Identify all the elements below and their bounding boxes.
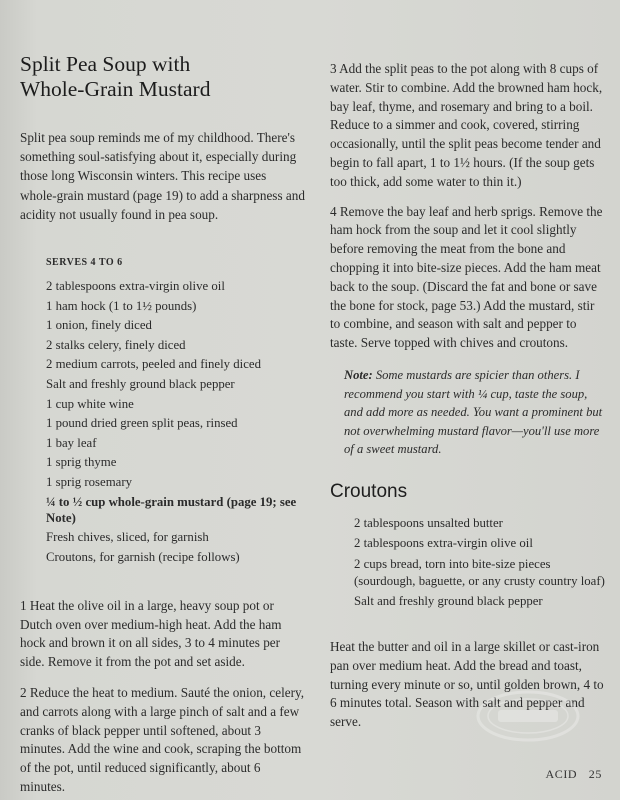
serves-label: SERVES 4 TO 6 bbox=[46, 257, 123, 269]
recipe-title bbox=[20, 52, 306, 102]
ingredient-item: 1 ham hock (1 to 1½ pounds) bbox=[46, 298, 197, 313]
title-line-2: Whole-Grain Mustard bbox=[20, 77, 211, 101]
ingredient-item: Croutons, for garnish (recipe follows) bbox=[46, 549, 240, 564]
recipe-intro: Split pea soup reminds me of my childhood. There's something soul-satisfying about it, especially during those long Wisconsin winters. This recipe uses whole-grain mustard (page 19) to add a sharpness and acidity not usually found in pea soup. bbox=[20, 130, 305, 222]
ingredient-item: 1 sprig thyme bbox=[46, 455, 117, 470]
ingredient-item: 1 bay leaf bbox=[46, 435, 97, 450]
croutons-ingredient-item: 2 tablespoons extra-virgin olive oil bbox=[354, 536, 533, 551]
footer-section: ACID bbox=[545, 767, 578, 781]
note-label: Note: bbox=[344, 367, 373, 382]
left-column bbox=[20, 52, 306, 797]
method-step-2: 2 Reduce the heat to medium. Sauté the onion, celery, and carrots along with a large pinch of salt and a few cranks of black pepper until softened, about 3 minutes. Add the wine and cook, scraping the bottom of the pot, until reduced significantly, about 6 minutes. bbox=[20, 684, 305, 794]
ingredient-list bbox=[46, 278, 306, 565]
croutons-ingredient-list bbox=[354, 515, 606, 610]
croutons-method: Heat the butter and oil in a large skillet or cast-iron pan over medium heat. Add the bread and toast, turning every minute or so, until golden brown, 4 to 6 minutes total. Season with salt and pepper and serve. bbox=[330, 639, 604, 730]
croutons-ingredient-item: 2 cups bread, torn into bite-size pieces (sourdough, baguette, or any crusty country loaf) bbox=[354, 556, 605, 588]
ingredient-item: 2 stalks celery, finely diced bbox=[46, 337, 186, 352]
method-step-3: 3 Add the split peas to the pot along with 8 cups of water. Stir to combine. Add the browned ham hock, bay leaf, thyme, and rosemary and bring to a boil. Reduce to a simmer and cook, covered, stirring occasionally, until the split peas become tender and begin to fall apart, 1 to 1½ hours. (If the soup gets too thick, add some water to thin it.) bbox=[330, 61, 603, 189]
watermark-stamp-icon bbox=[474, 688, 582, 744]
ingredient-item: 1 pound dried green split peas, rinsed bbox=[46, 416, 238, 431]
right-column bbox=[330, 60, 606, 732]
ingredient-item: 1 cup white wine bbox=[46, 396, 134, 411]
page-number: 25 bbox=[588, 767, 602, 781]
croutons-heading: Croutons bbox=[330, 480, 408, 502]
method-step-1: 1 Heat the olive oil in a large, heavy soup pot or Dutch oven over medium-high heat. Add the ham hock and brown it on all sides, 3 to 4 minutes per side. Remove it from the pot and set aside. bbox=[20, 597, 282, 670]
title-line-1: Split Pea Soup with bbox=[20, 52, 191, 76]
page-footer bbox=[545, 767, 602, 782]
ingredient-item: 2 tablespoons extra-virgin olive oil bbox=[46, 279, 225, 294]
note-text: Some mustards are spicier than others. I recommend you start with ¼ cup, taste the soup, and add more as needed. You want a prominent but not overwhelming mustard flavor—you'll use more of a sweet mustard. bbox=[344, 367, 603, 457]
ingredient-item: 1 onion, finely diced bbox=[46, 318, 152, 333]
ingredient-item: Fresh chives, sliced, for garnish bbox=[46, 530, 209, 545]
ingredient-item: 2 medium carrots, peeled and finely diced bbox=[46, 357, 261, 372]
croutons-ingredient-item: 2 tablespoons unsalted butter bbox=[354, 515, 503, 530]
ingredient-item: 1 sprig rosemary bbox=[46, 474, 133, 489]
ingredient-item: Salt and freshly ground black pepper bbox=[46, 376, 235, 391]
method-step-4: 4 Remove the bay leaf and herb sprigs. Remove the ham hock from the soup and let it cool slightly before removing the meat from the bone and chopping it into bite-size pieces. Add the ham meat back to the soup. (Discard the fat and bone or save the bone for stock, page 53.) Add the mustard, stir to combine, and season with salt and pepper to taste. Serve topped with chives and croutons. bbox=[330, 203, 603, 351]
recipe-note bbox=[344, 366, 606, 459]
ingredient-item-mustard: ¼ to ½ cup whole-grain mustard (page 19; see Note) bbox=[46, 494, 297, 525]
croutons-ingredient-item: Salt and freshly ground black pepper bbox=[354, 594, 543, 609]
